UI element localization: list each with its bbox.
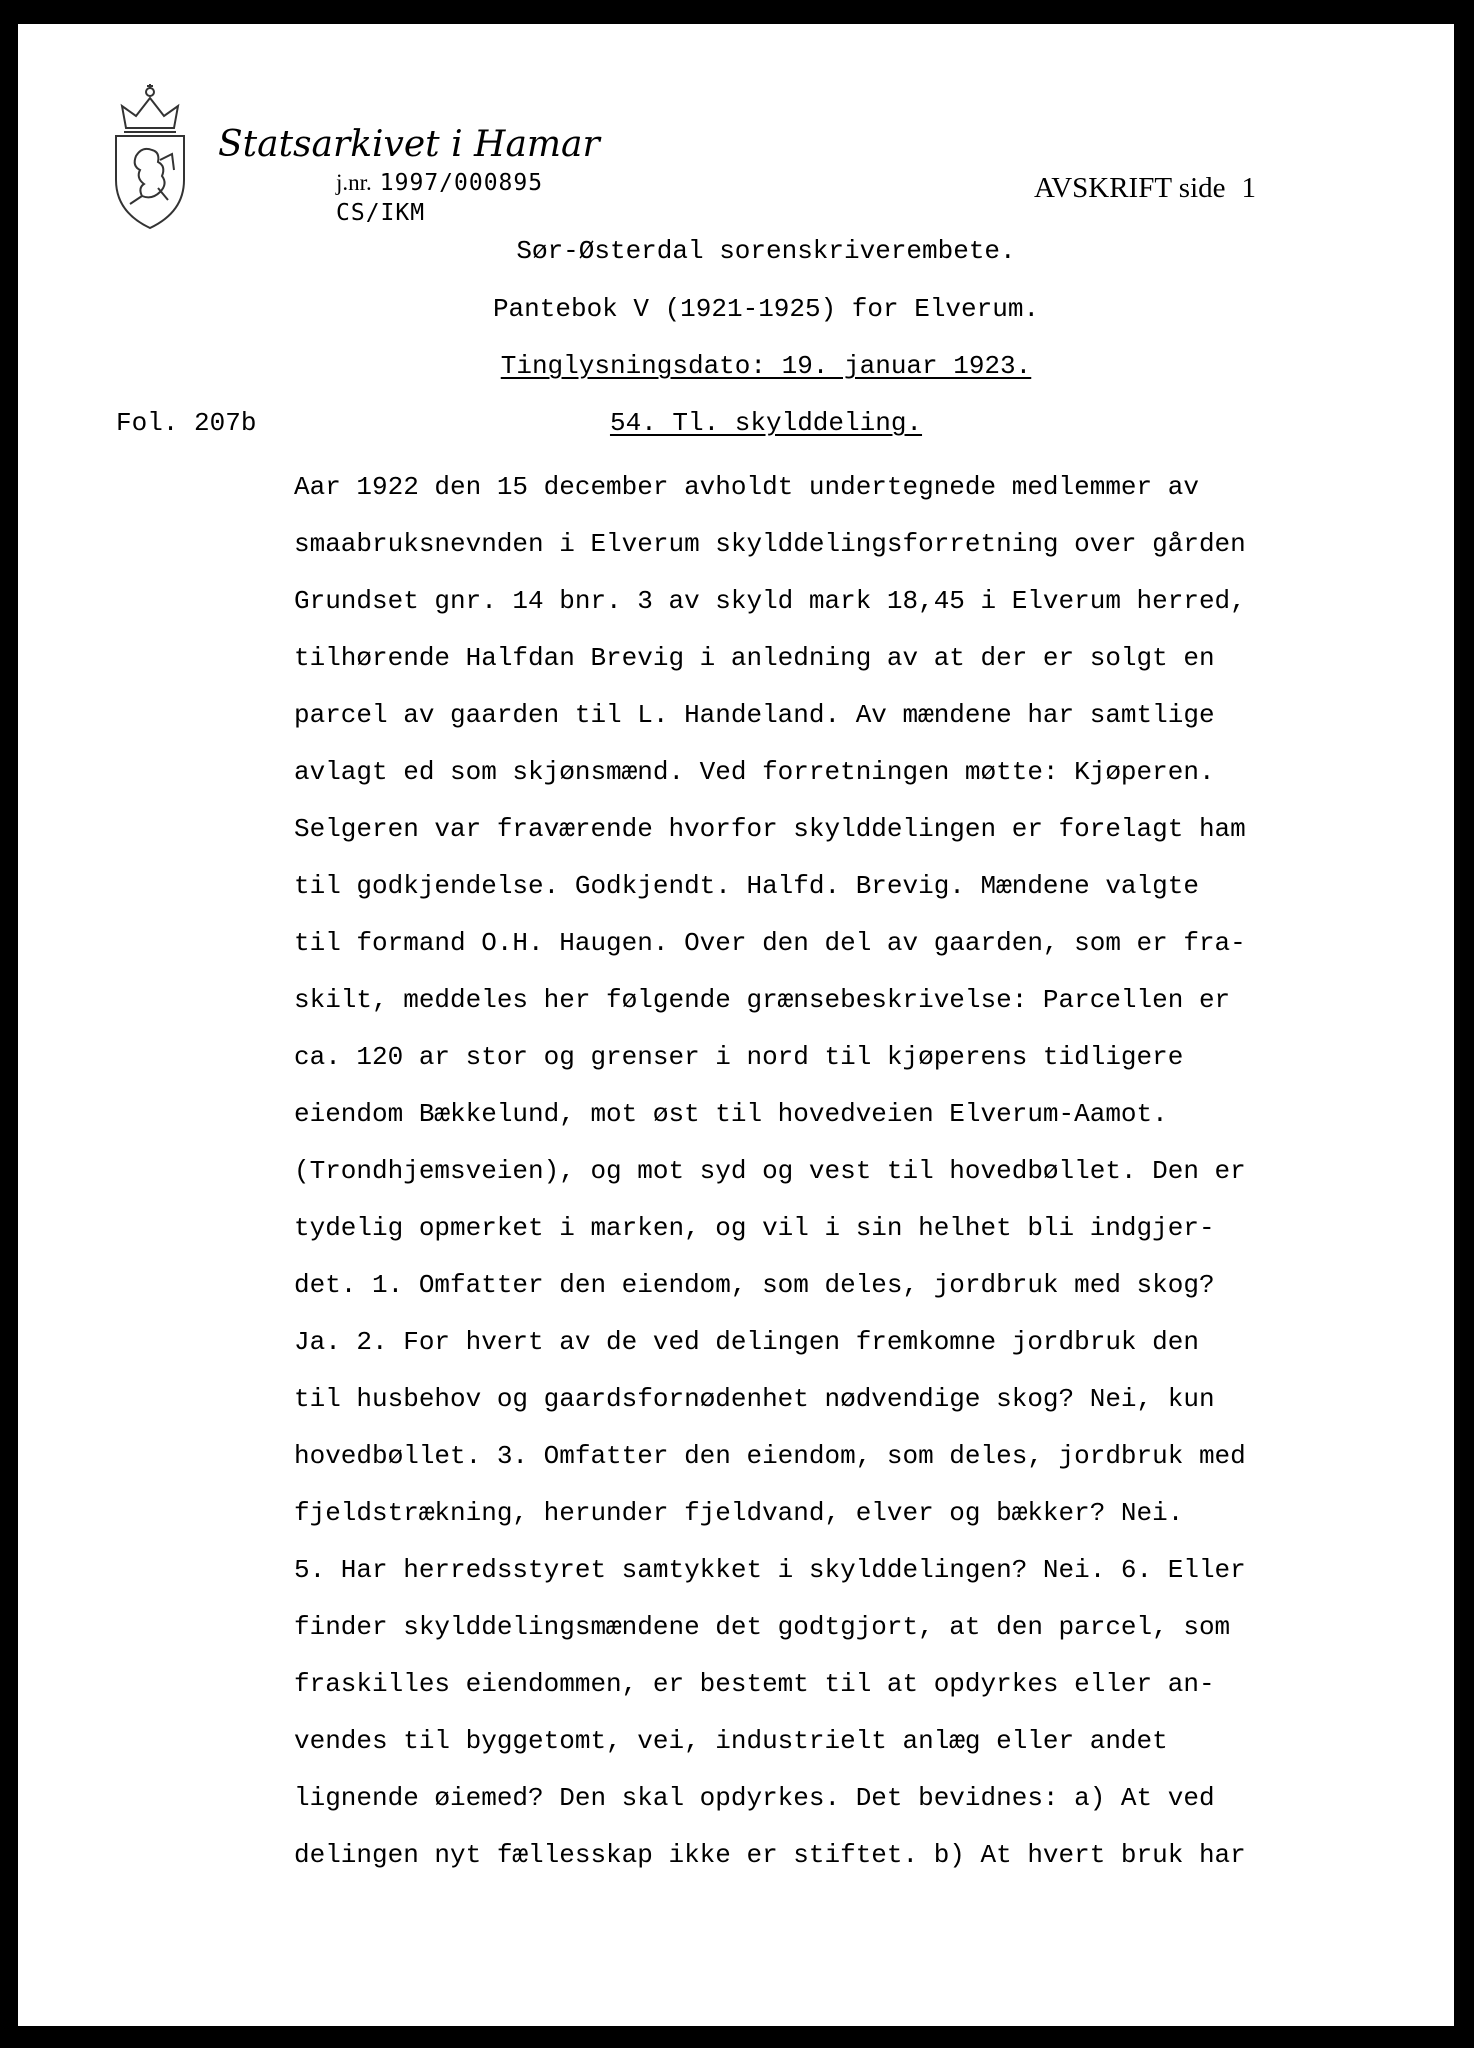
mortgage-book-heading: Pantebok V (1921-1925) for Elverum.	[492, 294, 1040, 324]
text-line: eiendom Bækkelund, mot øst til hovedveien Elverum-Aamot.	[294, 1099, 1168, 1129]
text-line: 5. Har herredsstyret samtykket i skylddelingen? Nei. 6. Eller	[294, 1555, 1246, 1585]
text-line: Ja. 2. For hvert av de ved delingen fremkomne jordbruk den	[294, 1327, 1199, 1357]
text-line: finder skylddelingsmændene det godtgjort, at den parcel, som	[294, 1612, 1231, 1642]
text-line: (Trondhjemsveien), og mot syd og vest til hovedbøllet. Den er	[294, 1156, 1246, 1186]
text-line: til formand O.H. Haugen. Over den del av gaarden, som er fra-	[294, 928, 1246, 958]
text-line: delingen nyt fællesskap ikke er stiftet. b) At hvert bruk har	[294, 1840, 1246, 1870]
text-line: det. 1. Omfatter den eiendom, som deles, jordbruk med skog?	[294, 1270, 1215, 1300]
journal-number-label: j.nr.	[336, 170, 372, 195]
court-office-heading: Sør-Østerdal sorenskriverembete.	[516, 236, 1016, 266]
text-line: vendes til byggetomt, vei, industrielt anlæg eller andet	[294, 1726, 1168, 1756]
text-line: hovedbøllet. 3. Omfatter den eiendom, som deles, jordbruk med	[294, 1441, 1246, 1471]
document-page	[18, 24, 1454, 2026]
text-line: Selgeren var fraværende hvorfor skylddelingen er forelagt ham	[294, 814, 1246, 844]
registration-date-row	[18, 351, 1454, 381]
text-line: Aar 1922 den 15 december avholdt undertegnede medlemmer av	[294, 472, 1199, 502]
text-line: lignende øiemed? Den skal opdyrkes. Det bevidnes: a) At ved	[294, 1783, 1215, 1813]
copy-page-indicator	[1034, 172, 1256, 205]
copy-label: AVSKRIFT side	[1034, 172, 1226, 204]
page-number: 1	[1241, 172, 1257, 204]
clerk-initials: CS/IKM	[336, 200, 426, 226]
text-line: fraskilles eiendommen, er bestemt til at opdyrkes eller an-	[294, 1669, 1215, 1699]
registration-date: Tinglysningsdato: 19. januar 1923.	[500, 351, 1032, 381]
text-line: ca. 120 ar stor og grenser i nord til kjøperens tidligere	[294, 1042, 1184, 1072]
text-line: smaabruksnevnden i Elverum skylddelingsforretning over gården	[294, 529, 1246, 559]
journal-number-value: 1997/000895	[379, 170, 544, 196]
text-line: parcel av gaarden til L. Handeland. Av mændene har samtlige	[294, 700, 1215, 730]
text-line: til husbehov og gaardsfornødenhet nødvendige skog? Nei, kun	[294, 1384, 1215, 1414]
journal-number	[336, 170, 543, 196]
entry-title: 54. Tl. skylddeling.	[609, 408, 923, 438]
coat-of-arms-icon	[102, 80, 198, 232]
document-body	[294, 459, 1354, 1884]
text-line: til godkjendelse. Godkjendt. Halfd. Brevig. Mændene valgte	[294, 871, 1199, 901]
text-line: avlagt ed som skjønsmænd. Ved forretningen møtte: Kjøperen.	[294, 757, 1215, 787]
text-line: fjeldstrækning, herunder fjeldvand, elver og bækker? Nei.	[294, 1498, 1184, 1528]
text-line: tilhørende Halfdan Brevig i anledning av at der er solgt en	[294, 643, 1215, 673]
entry-title-row	[18, 408, 1454, 438]
text-line: tydelig opmerket i marken, og vil i sin helhet bli indgjer-	[294, 1213, 1215, 1243]
text-line: Grundset gnr. 14 bnr. 3 av skyld mark 18,45 i Elverum herred,	[294, 586, 1246, 616]
text-line: skilt, meddeles her følgende grænsebeskrivelse: Parcellen er	[294, 985, 1231, 1015]
folio-number: Fol. 207b	[116, 408, 257, 438]
archive-name: Statsarkivet i Hamar	[218, 124, 600, 165]
